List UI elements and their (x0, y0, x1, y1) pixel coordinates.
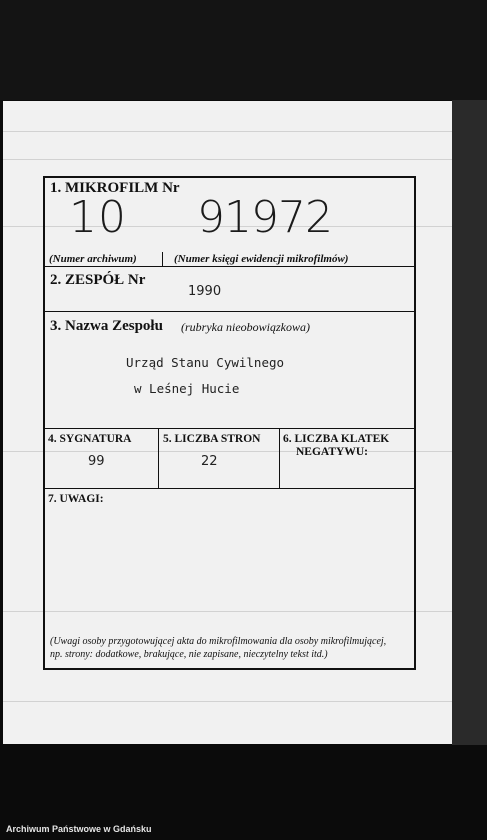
remarks-instructions-line2: np. strony: dodatkowe, brakujące, nie zapisane, nieczytelny tekst itd.) (50, 649, 328, 660)
column-divider (158, 428, 159, 488)
scan-streak (3, 131, 452, 132)
section3-note: (rubryka nieobowiązkowa) (181, 320, 310, 334)
section6-title-line2: NEGATYWU: (296, 446, 368, 458)
microfilm-form (43, 176, 416, 670)
ledger-number-caption: (Numer księgi ewidencji mikrofilmów) (174, 253, 349, 265)
section6-title-line1: 6. LICZBA KLATEK (283, 433, 390, 445)
film-border-top (0, 0, 487, 100)
divider (45, 266, 414, 267)
fonds-number: 1990 (188, 284, 222, 299)
divider (45, 311, 414, 312)
divider (45, 488, 414, 489)
section4-title: 4. SYGNATURA (48, 433, 132, 445)
scan-streak (3, 159, 452, 160)
caption-divider (162, 252, 163, 266)
ledger-number: 91972 (197, 192, 332, 243)
fonds-name-line2: w Leśnej Hucie (134, 381, 240, 396)
section2-title: 2. ZESPÓŁ Nr (50, 272, 146, 288)
signature-value: 99 (88, 454, 105, 469)
remarks-instructions-line1: (Uwagi osoby przygotowującej akta do mikrofilmowania dla osoby mikrofilmującej, (50, 636, 387, 647)
page-count-value: 22 (201, 454, 218, 469)
archive-credit: Archiwum Państwowe w Gdańsku (6, 824, 152, 834)
section3-title: 3. Nazwa Zespołu (50, 318, 163, 334)
archive-number-caption: (Numer archiwum) (49, 253, 137, 265)
section1-title: 1. MIKROFILM Nr (50, 180, 180, 196)
section5-title: 5. LICZBA STRON (163, 433, 261, 445)
archive-number: 10 (69, 192, 127, 243)
section7-title: 7. UWAGI: (48, 493, 104, 505)
fonds-name-line1: Urząd Stanu Cywilnego (126, 355, 285, 370)
film-border-right (452, 100, 487, 745)
divider (45, 428, 414, 429)
column-divider (279, 428, 280, 488)
scan-streak (3, 701, 452, 702)
